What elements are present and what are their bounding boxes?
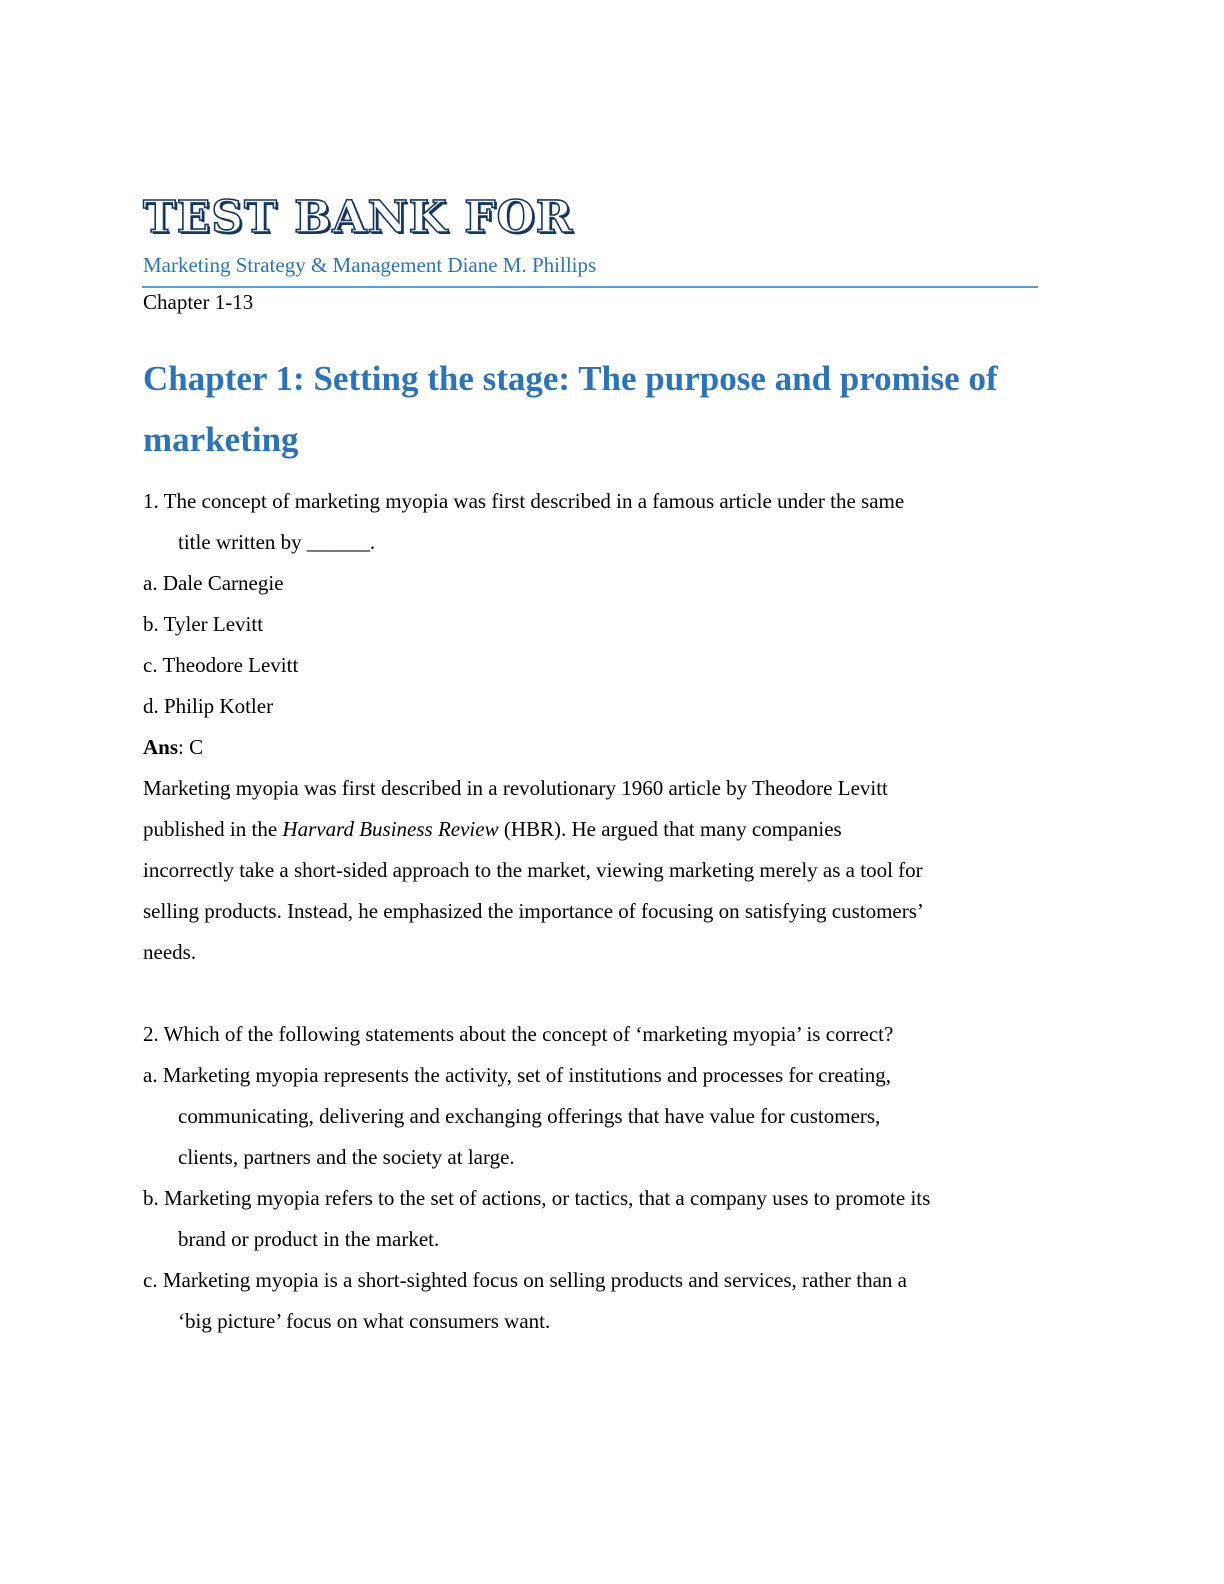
explanation-text: (HBR). He argued that many companies — [498, 817, 842, 841]
chapter-heading — [143, 348, 1043, 470]
option-line: communicating, delivering and exchanging offerings that have value for customers, — [178, 1104, 881, 1128]
chapter-heading-line: Chapter 1: Setting the stage: The purpose and promise of — [143, 359, 998, 398]
answer-option — [143, 1178, 1043, 1260]
answer-key — [143, 727, 1043, 768]
option-line: clients, partners and the society at large. — [178, 1145, 515, 1169]
answer-option: a. Dale Carnegie — [143, 571, 284, 595]
paragraph-spacer — [143, 973, 1043, 1014]
document-body — [143, 481, 1043, 1342]
chapter-heading-line: marketing — [143, 420, 299, 459]
chapter-range: Chapter 1-13 — [143, 290, 254, 314]
question-2 — [143, 1014, 1043, 1342]
explanation-line: incorrectly take a short-sided approach to the market, viewing marketing merely as a tool for — [143, 858, 923, 882]
question-stem: 2. Which of the following statements about the concept of ‘marketing myopia’ is correct? — [143, 1022, 894, 1046]
option-line: ‘big picture’ focus on what consumers want. — [178, 1309, 551, 1333]
answer-option: c. Theodore Levitt — [143, 653, 299, 677]
document-title: TEST BANK FOR — [143, 192, 574, 243]
question-stem: title written by ______. — [178, 530, 376, 554]
question-stem: 1. The concept of marketing myopia was first described in a famous article under the same — [143, 489, 905, 513]
answer-option — [143, 1260, 1043, 1342]
option-line: c. Marketing myopia is a short-sighted focus on selling products and services, rather than a — [143, 1268, 907, 1292]
option-line: brand or product in the market. — [178, 1227, 440, 1251]
answer-label: Ans — [143, 735, 179, 759]
answer-option: d. Philip Kotler — [143, 694, 274, 718]
option-line: b. Marketing myopia refers to the set of actions, or tactics, that a company uses to promote its — [143, 1186, 931, 1210]
explanation-text: published in the — [143, 817, 283, 841]
journal-title: Harvard Business Review — [282, 817, 499, 841]
document-subtitle: Marketing Strategy & Management Diane M. Phillips — [143, 253, 597, 277]
explanation-line: needs. — [143, 940, 197, 964]
answer-value: : C — [178, 735, 204, 759]
answer-option: b. Tyler Levitt — [143, 612, 264, 636]
explanation-line: Marketing myopia was first described in a revolutionary 1960 article by Theodore Levitt — [143, 776, 888, 800]
answer-option — [143, 1055, 1043, 1178]
explanation — [143, 768, 1043, 973]
title-divider — [142, 286, 1038, 288]
explanation-line — [143, 809, 1043, 850]
question-1 — [143, 481, 1043, 973]
option-line: a. Marketing myopia represents the activity, set of institutions and processes for creating, — [143, 1063, 892, 1087]
explanation-line: selling products. Instead, he emphasized the importance of focusing on satisfying customers’ — [143, 899, 924, 923]
